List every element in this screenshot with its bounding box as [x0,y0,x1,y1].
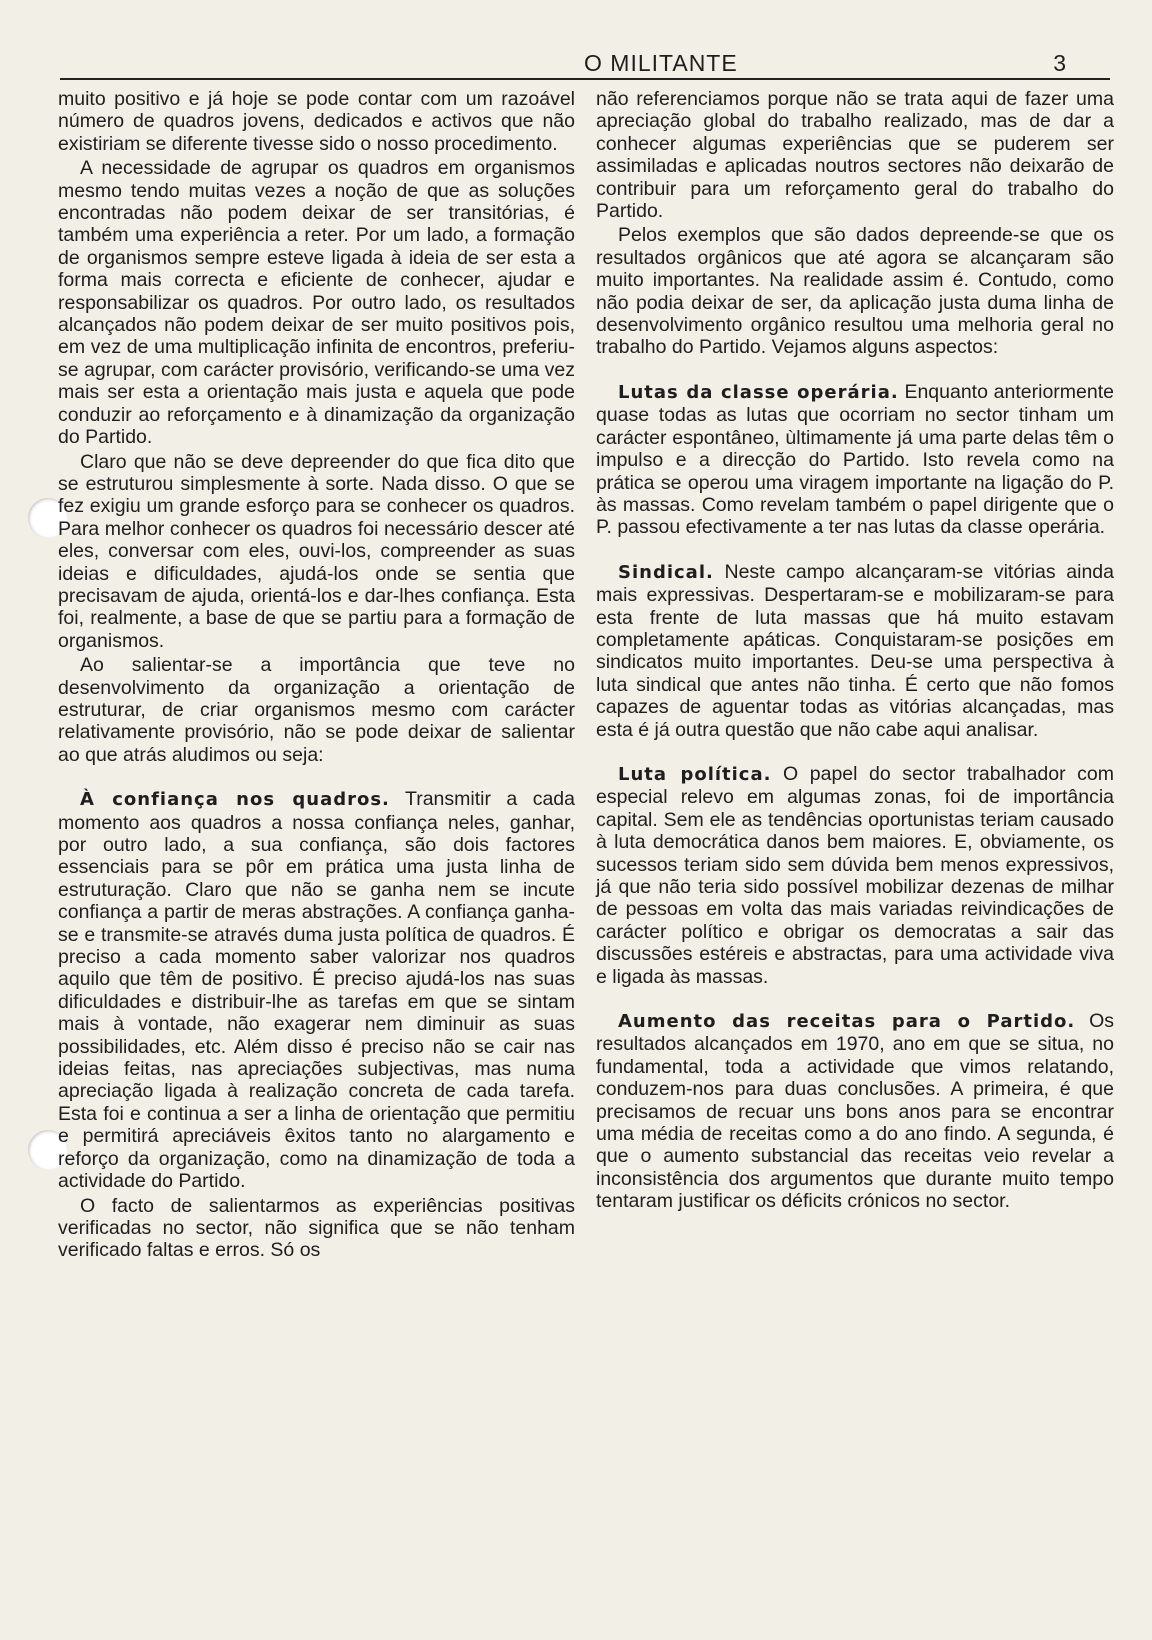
left-column [58,88,575,1262]
section-heading: Luta política. [618,763,772,785]
header-rule [60,78,1110,80]
section-lutas-classe-operaria [596,381,1114,539]
section-aumento-receitas [596,1010,1114,1213]
page-number: 3 [1049,50,1070,77]
section-heading: Lutas da classe operária. [618,381,899,403]
section-text: Transmitir a cada momento aos quadros a nossa confiança neles, ganhar, por outro lado, a sua confiança, são dois factores essenciais para se pôr em prática uma justa linha de estruturação. Claro que não se ganha nem se incute confiança a partir de meras abstrações. A confiança ganha-se e transmite-se através duma justa política de quadros. É preciso a cada momento saber valorizar nos quadros aquilo que têm de positivo. É preciso ajudá-los nas suas dificuldades e distribuir-lhe as tarefas em que se sintam mais à vontade, não exagerar nem diminuir as suas possibilidades, etc. Além disso é preciso não se cair nas ideias feitas, nas apreciações subjectivas, mas numa apreciação ligada à realização concreta de cada tarefa. Esta foi e continua a ser a linha de orientação que permitiu e permitirá apreciáveis êxitos tanto no alargamento e reforço da organização, como na dinamização de toda a actividade do Partido. [58,788,575,1193]
section-text: Os resultados alcançados em 1970, ano em que se situa, no fundamental, toda a actividade que vimos relatando, conduzem-nos para duas conclusões. A primeira, é que precisamos de recuar uns bons anos para se encontrar uma média de receitas como a do ano findo. A segunda, é que o aumento substancial das receitas veio revelar a inconsistência dos argumentos que durante muito tempo tentaram justificar os déficits crónicos no sector. [596,1010,1114,1213]
section-text: Neste campo alcançaram-se vitórias ainda mais expressivas. Despertaram-se e mobilizaram-se para esta frente de luta massas que há muito estavam completamente apáticas. Conquistaram-se posições em sindicatos muito importantes. Deu-se uma perspectiva à luta sindical que antes não tinha. É certo que não fomos capazes de aguentar todas as vitórias alcançadas, mas esta é já outra questão que não cabe aqui analisar. [596,560,1114,741]
section-text: Enquanto anteriormente quase todas as lutas que ocorriam no sector tinham um carácter espontâneo, ùltimamente já uma parte delas têm o impulso e a direcção do Partido. Isto revela como na prática se operou uma viragem importante na ligação do P. às massas. Como revelam também o papel dirigente que o P. passou efectivamente a ter nas lutas da classe operária. [596,380,1114,539]
right-column [596,88,1114,1213]
section-heading: Sindical. [618,561,714,583]
paragraph: Ao salientar-se a importância que teve no desenvolvimento da organização a orientação de estruturar, de criar organismos mesmo com carácter relativamente provisório, não se pode deixar de salientar ao que atrás aludimos ou seja: [58,654,575,766]
paragraph: não referenciamos porque não se trata aqui de fazer uma apreciação global do trabalho realizado, mas de dar a conhecer algumas experiências que se puderem ser assimiladas e aplicadas noutros sectores não deixarão de contribuir para um reforçamento geral do trabalho do Partido. [596,88,1114,223]
paragraph: A necessidade de agrupar os quadros em organismos mesmo tendo muitas vezes a noção de que as soluções encontradas não podem deixar de ser transitórias, é também uma experiência a reter. Por um lado, a formação de organismos sempre esteve ligada à ideia de ser esta a forma mais correcta e eficiente de conhecer, ajudar e responsabilizar os quadros. Por outro lado, os resultados alcançados não podem deixar de ser muito positivos pois, em vez de uma multiplicação infinita de encontros, preferiu-se agrupar, com carácter provisório, verificando-se uma vez mais ser esta a orientação mais justa e aquela que pode conduzir ao reforçamento e à dinamização da organização do Partido. [58,157,575,449]
section-sindical [596,561,1114,741]
paragraph: muito positivo e já hoje se pode contar com um razoável número de quadros jovens, dedicados e activos que não existiriam se diferente tivesse sido o nosso procedimento. [58,88,575,155]
section-luta-politica [596,763,1114,988]
section-heading: Aumento das receitas para o Partido. [618,1011,1076,1033]
paragraph: Claro que não se deve depreender do que fica dito que se estruturou simplesmente à sorte. Nada disso. O que se fez exigiu um grande esforço para se conhecer os quadros. Para melhor conhecer os quadros foi necessário descer até eles, conversar com eles, ouvi-los, compreender as suas ideias e dificuldades, ajudá-los onde se sentia que precisavam de ajuda, orientá-los e dar-lhes confiança. Esta foi, realmente, a base de que se partiu para a formação de organismos. [58,450,575,652]
publication-title: O MILITANTE [580,50,742,77]
page-header [60,50,1110,84]
section-confianca-quadros [58,788,575,1192]
paragraph: Pelos exemplos que são dados depreende-se que os resultados orgânicos que até agora se alcançaram são muito importantes. Na realidade assim é. Contudo, como não podia deixar de ser, da aplicação justa duma linha de desenvolvimento orgânico resultou uma melhoria geral no trabalho do Partido. Vejamos alguns aspectos: [596,224,1114,359]
section-text: O papel do sector trabalhador com especial relevo em algumas zonas, foi de importância capital. Sem ele as tendências oportunistas teriam causado à luta democrática danos bem maiores. E, obviamente, os sucessos teriam sido sem dúvida bem menos expressivos, já que não teria sido possível mobilizar dezenas de milhar de pessoas em volta das mais variadas reivindicações de carácter político e obrigar os democratas a sair das discussões estéreis e abstractas, para uma actividade viva e ligada às massas. [596,762,1114,988]
section-heading: À confiança nos quadros. [80,789,390,811]
paragraph: O facto de salientarmos as experiências positivas verificadas no sector, não significa que se não tenham verificado faltas e erros. Só os [58,1194,575,1262]
